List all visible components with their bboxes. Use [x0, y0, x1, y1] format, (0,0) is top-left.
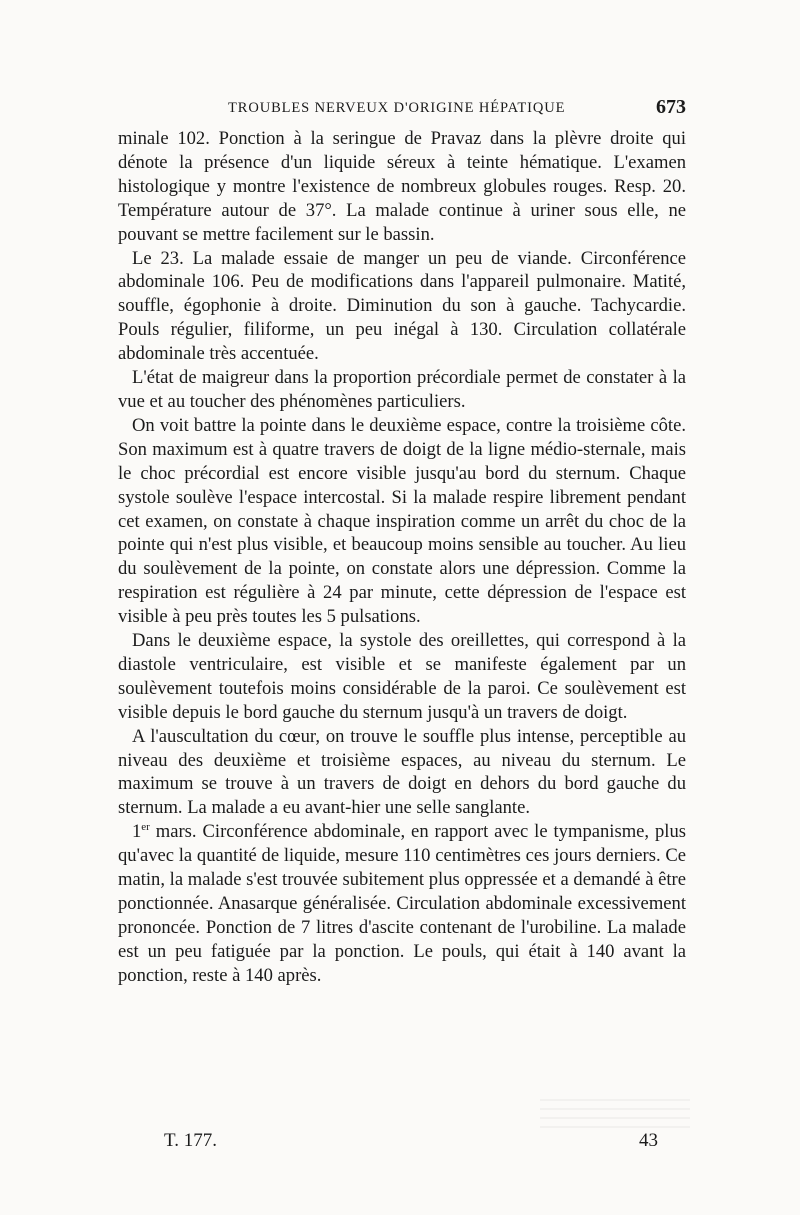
running-head — [118, 96, 686, 122]
running-title: TROUBLES NERVEUX D'ORIGINE HÉPATIQUE — [228, 100, 566, 116]
paragraph-text: mars. Circonférence abdominale, en rapport avec le tympanisme, plus qu'avec la quantité de liquide, mesure 110 centimètres ces jours derniers. Ce matin, la malade s'est trouvée subitement plus oppressée et a demandé à être ponctionnée. Anasarque généralisée. Circulation abdominale excessivement prononcée. Ponction de 7 litres d'ascite contenant de l'urobiline. La malade est un peu fatiguée par la ponction. Le pouls, qui était à 140 avant la ponction, reste à 140 après. — [118, 821, 686, 986]
date-day: 1 — [132, 821, 142, 843]
body-text — [118, 127, 686, 988]
ordinal-superscript: er — [141, 821, 150, 834]
paragraph: minale 102. Ponction à la seringue de Pravaz dans la plèvre droite qui dénote la présence d'un liquide séreux à teinte hématique. L'examen histologique y montre l'existence de nombreux globules rouges. Resp. 20. Température autour de 37°. La malade continue à uriner sous elle, ne pouvant se mettre facilement sur le bassin. — [118, 128, 686, 245]
paragraph: A l'auscultation du cœur, on trouve le souffle plus intense, perceptible au niveau des deuxième et troisième espaces, au niveau du sternum. Le maximum se trouve à un travers de doigt en dehors du bord gauche du sternum. La malade a eu avant-hier une selle sanglante. — [118, 725, 686, 819]
paragraph: On voit battre la pointe dans le deuxième espace, contre la troisième côte. Son maximum est à quatre travers de doigt de la ligne médio-sternale, mais le choc précordial est encore visible jusqu'au bord du sternum. Chaque systole soulève l'espace intercostal. Si la malade respire librement pendant cet examen, on constate à chaque inspiration comme un arrêt du choc de la pointe qui n'est plus visible, et beaucoup moins sensible au toucher. Au lieu du soulèvement de la pointe, on constate alors une dépression. Comme la respiration est régulière à 24 par minute, cette dépression de l'espace est visible à peu près toutes les 5 pulsations. — [118, 414, 686, 628]
paragraph: Dans le deuxième espace, la systole des oreillettes, qui correspond à la diastole ventriculaire, est visible et se manifeste également par un soulèvement toutefois moins considérable de la paroi. Ce soulèvement est visible depuis le bord gauche du sternum jusqu'à un travers de doigt. — [118, 630, 686, 723]
paragraph: Le 23. La malade essaie de manger un peu de viande. Circonférence abdominale 106. Peu de modifications dans l'appareil pulmonaire. Matité, souffle, égophonie à droite. Diminution du son à gauche. Tachycardie. Pouls régulier, filiforme, un peu inégal à 130. Circulation collatérale abdominale très accentuée. — [118, 247, 686, 365]
sheet-number: 43 — [639, 1130, 658, 1151]
paragraph: L'état de maigreur dans la proportion précordiale permet de constater à la vue et au toucher des phénomènes particuliers. — [118, 367, 686, 412]
bleed-through-shadow — [540, 1092, 690, 1128]
page-number: 673 — [656, 96, 686, 118]
signature-mark: T. 177. — [164, 1130, 217, 1151]
paragraph — [118, 820, 686, 987]
page-footer — [164, 1130, 658, 1158]
